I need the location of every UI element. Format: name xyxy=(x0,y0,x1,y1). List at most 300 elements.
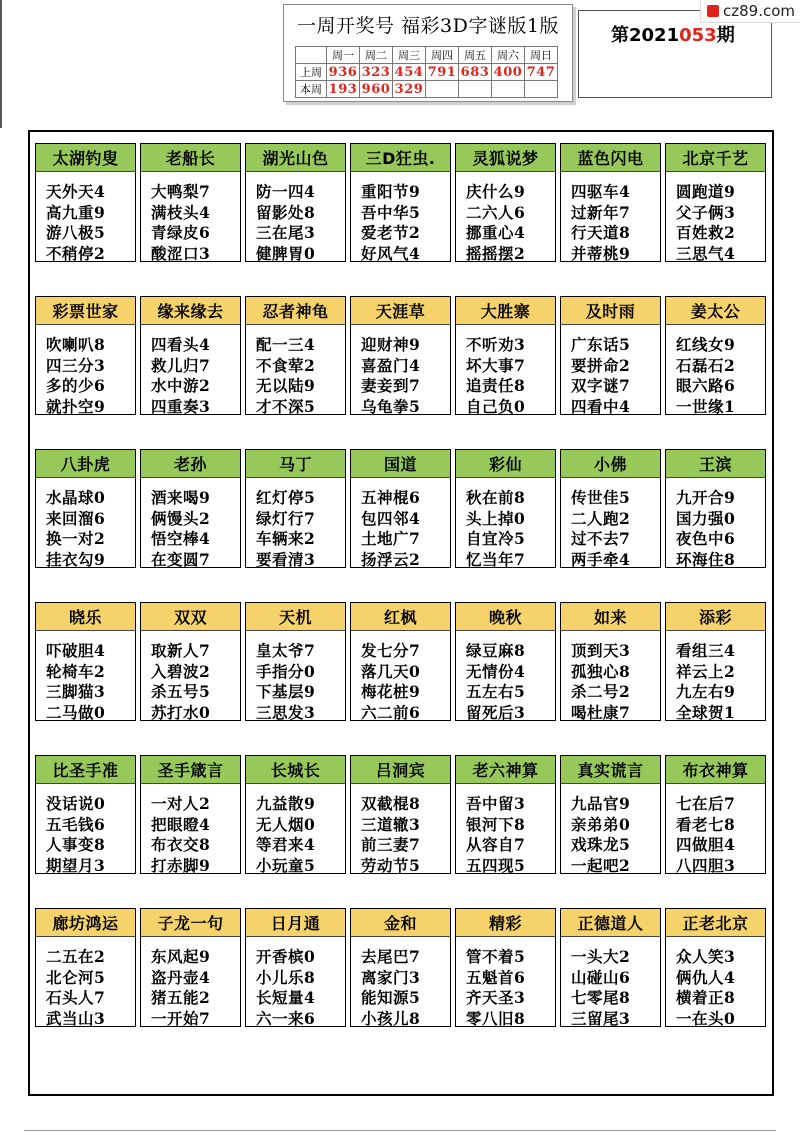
card-riddle-list xyxy=(561,631,660,723)
riddle-line: 三思发3 xyxy=(256,702,316,722)
draw-number xyxy=(426,81,459,98)
card-riddle-list xyxy=(36,937,135,1029)
riddle-line: 就扑空9 xyxy=(46,396,106,416)
riddle-card xyxy=(350,602,451,721)
riddle-line: 劳动节5 xyxy=(361,855,421,875)
riddle-line: 挪重心4 xyxy=(466,223,526,242)
day-header-row xyxy=(296,47,558,64)
period-prefix: 第2021 xyxy=(611,25,680,46)
card-author-title: 小佛 xyxy=(561,450,660,478)
riddle-line: 从容自7 xyxy=(466,835,526,854)
riddle-line: 乌龟拳5 xyxy=(361,396,421,416)
riddle-line: 留死后3 xyxy=(466,702,526,722)
card-riddle-list xyxy=(36,172,135,264)
card-author-title: 马丁 xyxy=(246,450,345,478)
day-header: 周一 xyxy=(327,47,360,64)
riddle-card xyxy=(560,908,661,1027)
riddle-line: 小孩儿8 xyxy=(361,1008,421,1028)
riddle-line: 开香槟0 xyxy=(256,947,316,966)
riddle-line: 三脚猫3 xyxy=(46,682,106,701)
card-author-title: 精彩 xyxy=(456,909,555,937)
card-riddle-list xyxy=(141,784,240,876)
riddle-line: 满枝头4 xyxy=(151,202,211,222)
card-riddle-list xyxy=(456,937,555,1029)
riddle-line: 轮椅车2 xyxy=(46,661,106,681)
period-suffix: 期 xyxy=(716,25,735,46)
card-author-title: 湖光山色 xyxy=(246,144,345,172)
riddle-line: 并蒂桃9 xyxy=(571,243,631,263)
riddle-line: 重阳节9 xyxy=(361,182,421,201)
riddle-line: 包四邻4 xyxy=(361,508,421,528)
riddle-line: 三道辙3 xyxy=(361,814,421,834)
riddle-card xyxy=(35,449,136,568)
card-author-title: 晚秋 xyxy=(456,603,555,631)
site-logo-icon xyxy=(707,5,719,17)
card-riddle-list xyxy=(666,631,765,723)
riddle-card xyxy=(665,602,766,721)
period-panel xyxy=(578,10,772,98)
riddle-line: 四做胆4 xyxy=(676,835,736,854)
riddle-line: 五左右5 xyxy=(466,682,526,701)
riddle-line: 父子俩3 xyxy=(676,202,736,222)
day-header: 周日 xyxy=(525,47,558,64)
card-riddle-list xyxy=(246,325,345,417)
riddle-line: 红灯停5 xyxy=(256,488,316,507)
riddle-card xyxy=(140,296,241,415)
card-riddle-list xyxy=(246,631,345,723)
riddle-line: 救儿归7 xyxy=(151,355,211,375)
riddle-line: 武当山3 xyxy=(46,1008,106,1028)
riddle-card xyxy=(665,908,766,1027)
this-week-row xyxy=(296,81,558,98)
riddle-card xyxy=(140,908,241,1027)
riddle-line: 小玩童5 xyxy=(256,855,316,875)
riddle-line: 要拼命2 xyxy=(571,355,631,375)
card-author-title: 添彩 xyxy=(666,603,765,631)
riddle-line: 自己负0 xyxy=(466,396,526,416)
draw-number: 791 xyxy=(426,64,459,81)
riddle-line: 等君来4 xyxy=(256,835,316,854)
riddle-line: 才不深5 xyxy=(256,396,316,416)
card-author-title: 彩票世家 xyxy=(36,297,135,325)
riddle-line: 一世缘1 xyxy=(676,396,736,416)
riddle-line: 能知源5 xyxy=(361,988,421,1007)
riddle-line: 长短量4 xyxy=(256,988,316,1007)
card-author-title: 及时雨 xyxy=(561,297,660,325)
card-author-title: 缘来缘去 xyxy=(141,297,240,325)
riddle-line: 留影处8 xyxy=(256,202,316,222)
riddle-line: 眼六路6 xyxy=(676,376,736,395)
riddle-line: 在变圆7 xyxy=(151,549,211,569)
riddle-line: 酸涩口3 xyxy=(151,243,211,263)
riddle-line: 双截棍8 xyxy=(361,794,421,813)
riddle-card xyxy=(245,602,346,721)
card-author-title: 老孙 xyxy=(141,450,240,478)
day-header: 周二 xyxy=(360,47,393,64)
card-author-title: 晓乐 xyxy=(36,603,135,631)
riddle-line: 广东话5 xyxy=(571,335,631,354)
riddle-line: 离家门3 xyxy=(361,967,421,987)
riddle-card xyxy=(560,602,661,721)
riddle-line: 挂衣勾9 xyxy=(46,549,106,569)
riddle-line: 打赤脚9 xyxy=(151,855,211,875)
riddle-line: 没话说0 xyxy=(46,794,106,813)
riddle-line: 祥云上2 xyxy=(676,661,736,681)
riddle-line: 土地广7 xyxy=(361,529,421,548)
riddle-card xyxy=(455,908,556,1027)
riddle-card xyxy=(665,143,766,262)
riddle-line: 石头人7 xyxy=(46,988,106,1007)
riddle-line: 二六人6 xyxy=(466,202,526,222)
riddle-line: 夜色中6 xyxy=(676,529,736,548)
riddle-line: 皇太爷7 xyxy=(256,641,316,660)
riddle-line: 四看中4 xyxy=(571,396,631,416)
weekly-results-panel xyxy=(283,4,573,102)
riddle-line: 下基层9 xyxy=(256,682,316,701)
card-riddle-list xyxy=(141,325,240,417)
riddle-card xyxy=(350,908,451,1027)
riddle-line: 水晶球0 xyxy=(46,488,106,507)
riddle-line: 吾中留3 xyxy=(466,794,526,813)
riddle-line: 秋在前8 xyxy=(466,488,526,507)
card-author-title: 天涯草 xyxy=(351,297,450,325)
card-riddle-list xyxy=(456,478,555,570)
day-header: 周四 xyxy=(426,47,459,64)
riddle-line: 妻妾到7 xyxy=(361,376,421,395)
card-riddle-list xyxy=(666,784,765,876)
riddle-line: 猪五能2 xyxy=(151,988,211,1007)
card-riddle-list xyxy=(456,631,555,723)
card-riddle-list xyxy=(561,784,660,876)
riddle-line: 九开合9 xyxy=(676,488,736,507)
riddle-line: 入碧波2 xyxy=(151,661,211,681)
riddle-line: 亲弟弟0 xyxy=(571,814,631,834)
riddle-line: 换一对2 xyxy=(46,529,106,548)
card-riddle-list xyxy=(666,478,765,570)
draw-number xyxy=(459,81,492,98)
riddle-line: 全球贺1 xyxy=(676,702,736,722)
bottom-divider xyxy=(24,1130,776,1131)
riddle-card xyxy=(35,602,136,721)
riddle-line: 吹喇叭8 xyxy=(46,335,106,354)
riddle-line: 六一来6 xyxy=(256,1008,316,1028)
card-author-title: 廊坊鸿运 xyxy=(36,909,135,937)
riddle-line: 摇摇摆2 xyxy=(466,243,526,263)
riddle-line: 车辆来2 xyxy=(256,529,316,548)
riddle-line: 绿灯行7 xyxy=(256,508,316,528)
card-author-title: 吕洞宾 xyxy=(351,756,450,784)
riddle-line: 七在后7 xyxy=(676,794,736,813)
riddle-card xyxy=(245,908,346,1027)
riddle-line: 六二前6 xyxy=(361,702,421,722)
riddle-line: 一在头0 xyxy=(676,1008,736,1028)
riddle-line: 天外天4 xyxy=(46,182,106,201)
riddle-line: 一对人2 xyxy=(151,794,211,813)
riddle-line: 九品官9 xyxy=(571,794,631,813)
card-author-title: 忍者神龟 xyxy=(246,297,345,325)
riddle-line: 手指分0 xyxy=(256,661,316,681)
card-riddle-list xyxy=(246,478,345,570)
card-riddle-list xyxy=(246,172,345,264)
riddle-card xyxy=(455,296,556,415)
card-author-title: 正德道人 xyxy=(561,909,660,937)
riddle-line: 落几天0 xyxy=(361,661,421,681)
page-title: 一周开奖号 福彩3D字谜版1版 xyxy=(297,15,559,37)
riddle-line: 把眼瞪4 xyxy=(151,814,211,834)
riddle-line: 齐天圣3 xyxy=(466,988,526,1007)
riddle-line: 九左右9 xyxy=(676,682,736,701)
card-riddle-list xyxy=(351,784,450,876)
draw-number: 454 xyxy=(393,64,426,81)
riddle-card xyxy=(35,296,136,415)
riddle-line: 小儿乐8 xyxy=(256,967,316,987)
draw-number: 683 xyxy=(459,64,492,81)
riddle-line: 追责任8 xyxy=(466,376,526,395)
card-riddle-list xyxy=(351,172,450,264)
riddle-line: 横着正8 xyxy=(676,988,736,1007)
card-author-title: 蓝色闪电 xyxy=(561,144,660,172)
riddle-line: 悟空棒4 xyxy=(151,529,211,548)
riddle-card xyxy=(350,143,451,262)
riddle-card xyxy=(665,449,766,568)
card-author-title: 太湖钓叟 xyxy=(36,144,135,172)
card-author-title: 双双 xyxy=(141,603,240,631)
card-author-title: 天机 xyxy=(246,603,345,631)
riddle-line: 迎财神9 xyxy=(361,335,421,354)
riddle-line: 石磊石2 xyxy=(676,355,736,375)
day-header: 周六 xyxy=(492,47,525,64)
riddle-line: 坏大事7 xyxy=(466,355,526,375)
card-riddle-list xyxy=(36,478,135,570)
card-riddle-list xyxy=(246,937,345,1029)
riddle-line: 两手牵4 xyxy=(571,549,631,569)
riddle-line: 爱老节2 xyxy=(361,223,421,242)
draw-number xyxy=(492,81,525,98)
card-author-title: 长城长 xyxy=(246,756,345,784)
riddle-line: 红线女9 xyxy=(676,335,736,354)
riddle-line: 期望月3 xyxy=(46,855,106,875)
riddle-card xyxy=(245,143,346,262)
riddle-line: 杀五号5 xyxy=(151,682,211,701)
riddle-line: 二马做0 xyxy=(46,702,106,722)
riddle-line: 四看头4 xyxy=(151,335,211,354)
riddle-line: 八四胆3 xyxy=(676,855,736,875)
last-week-row xyxy=(296,64,558,81)
riddle-line: 庆什么9 xyxy=(466,182,526,201)
day-header: 周五 xyxy=(459,47,492,64)
riddle-card xyxy=(560,755,661,874)
draw-number: 960 xyxy=(360,81,393,98)
riddle-card xyxy=(350,296,451,415)
riddle-line: 健脾胃0 xyxy=(256,243,316,263)
riddle-card xyxy=(455,143,556,262)
card-author-title: 比圣手准 xyxy=(36,756,135,784)
draw-number: 193 xyxy=(327,81,360,98)
riddle-line: 梅花桩9 xyxy=(361,682,421,701)
riddle-line: 无人烟0 xyxy=(256,814,316,834)
riddle-line: 俩仇人4 xyxy=(676,967,736,987)
card-author-title: 红枫 xyxy=(351,603,450,631)
riddle-line: 管不着5 xyxy=(466,947,526,966)
riddle-line: 五毛钱6 xyxy=(46,814,106,834)
riddle-line: 自宜冷5 xyxy=(466,529,526,548)
riddle-line: 双字谜7 xyxy=(571,376,631,395)
card-author-title: 三D狂虫. xyxy=(351,144,450,172)
riddle-card xyxy=(560,143,661,262)
riddle-line: 盗丹壶4 xyxy=(151,967,211,987)
card-riddle-list xyxy=(561,325,660,417)
riddle-card xyxy=(35,143,136,262)
riddle-line: 无情份4 xyxy=(466,661,526,681)
riddle-line: 九益散9 xyxy=(256,794,316,813)
riddle-card xyxy=(560,449,661,568)
riddle-line: 环海住8 xyxy=(676,549,736,569)
row-label: 本周 xyxy=(296,81,327,98)
card-riddle-list xyxy=(666,325,765,417)
riddle-line: 孤独心8 xyxy=(571,661,631,681)
riddle-card xyxy=(35,908,136,1027)
watermark-text: cz89.com xyxy=(722,2,795,20)
riddle-line: 圆跑道9 xyxy=(676,182,736,201)
site-watermark xyxy=(700,0,800,23)
period-number xyxy=(611,21,735,47)
riddle-line: 俩馒头2 xyxy=(151,508,211,528)
riddle-card xyxy=(455,602,556,721)
card-author-title: 姜太公 xyxy=(666,297,765,325)
riddle-line: 过不去7 xyxy=(571,529,631,548)
card-author-title: 老六神算 xyxy=(456,756,555,784)
riddle-line: 东风起9 xyxy=(151,947,211,966)
riddle-line: 零八旧8 xyxy=(466,1008,526,1028)
card-riddle-list xyxy=(351,631,450,723)
riddle-card xyxy=(560,296,661,415)
riddle-line: 一起吧2 xyxy=(571,855,631,875)
riddle-line: 银河下8 xyxy=(466,814,526,834)
riddle-line: 一开始7 xyxy=(151,1008,211,1028)
draw-number: 329 xyxy=(393,81,426,98)
card-riddle-list xyxy=(666,172,765,264)
riddle-line: 七零尾8 xyxy=(571,988,631,1007)
riddle-line: 青绿皮6 xyxy=(151,223,211,242)
table-corner xyxy=(296,47,327,64)
card-author-title: 灵狐说梦 xyxy=(456,144,555,172)
riddle-card xyxy=(140,755,241,874)
card-riddle-list xyxy=(561,937,660,1029)
riddle-card xyxy=(245,449,346,568)
riddle-line: 一头大2 xyxy=(571,947,631,966)
card-author-title: 彩仙 xyxy=(456,450,555,478)
card-riddle-list xyxy=(141,478,240,570)
weekly-draw-table xyxy=(295,46,558,98)
draw-number: 747 xyxy=(525,64,558,81)
riddle-card xyxy=(140,449,241,568)
riddle-line: 要看清3 xyxy=(256,549,316,569)
draw-number xyxy=(525,81,558,98)
riddle-line: 杀二号2 xyxy=(571,682,631,701)
riddle-line: 喜盈门4 xyxy=(361,355,421,375)
card-author-title: 王滨 xyxy=(666,450,765,478)
card-author-title: 子龙一句 xyxy=(141,909,240,937)
card-riddle-list xyxy=(141,631,240,723)
card-riddle-list xyxy=(141,172,240,264)
card-riddle-list xyxy=(456,325,555,417)
riddle-line: 四重奏3 xyxy=(151,396,211,416)
riddle-line: 绿豆麻8 xyxy=(466,641,526,660)
card-riddle-list xyxy=(351,325,450,417)
riddle-line: 四驱车4 xyxy=(571,182,631,201)
card-author-title: 大胜寨 xyxy=(456,297,555,325)
card-riddle-list xyxy=(351,937,450,1029)
riddle-line: 无以陆9 xyxy=(256,376,316,395)
riddle-line: 不稍停2 xyxy=(46,243,106,263)
card-riddle-list xyxy=(561,478,660,570)
card-author-title: 八卦虎 xyxy=(36,450,135,478)
riddle-line: 防一四4 xyxy=(256,182,316,201)
riddle-line: 三留尾3 xyxy=(571,1008,631,1028)
riddle-card xyxy=(35,755,136,874)
riddle-line: 五四现5 xyxy=(466,855,526,875)
riddle-card xyxy=(245,755,346,874)
riddle-line: 不食荤2 xyxy=(256,355,316,375)
riddle-line: 国力强0 xyxy=(676,508,736,528)
card-author-title: 国道 xyxy=(351,450,450,478)
riddle-line: 二五在2 xyxy=(46,947,106,966)
riddle-line: 吓破胆4 xyxy=(46,641,106,660)
riddle-line: 好风气4 xyxy=(361,243,421,263)
riddle-line: 看组三4 xyxy=(676,641,736,660)
card-author-title: 如来 xyxy=(561,603,660,631)
riddle-line: 众人笑3 xyxy=(676,947,736,966)
card-riddle-list xyxy=(351,478,450,570)
riddle-line: 看老七8 xyxy=(676,814,736,834)
day-header: 周三 xyxy=(393,47,426,64)
left-margin-rule xyxy=(0,0,2,128)
riddle-line: 三在尾3 xyxy=(256,223,316,242)
riddle-line: 人事变8 xyxy=(46,835,106,854)
riddle-line: 游八极5 xyxy=(46,223,106,242)
card-author-title: 正老北京 xyxy=(666,909,765,937)
riddle-line: 山碰山6 xyxy=(571,967,631,987)
riddle-line: 五神棍6 xyxy=(361,488,421,507)
card-riddle-list xyxy=(36,784,135,876)
card-author-title: 真实谎言 xyxy=(561,756,660,784)
card-riddle-list xyxy=(561,172,660,264)
riddle-line: 五魁首6 xyxy=(466,967,526,987)
row-label: 上周 xyxy=(296,64,327,81)
riddle-line: 喝杜康7 xyxy=(571,702,631,722)
card-author-title: 老船长 xyxy=(141,144,240,172)
riddle-line: 酒来喝9 xyxy=(151,488,211,507)
riddle-line: 多的少6 xyxy=(46,376,106,395)
riddle-card xyxy=(455,755,556,874)
riddle-card xyxy=(350,755,451,874)
draw-number: 323 xyxy=(360,64,393,81)
card-author-title: 布衣神算 xyxy=(666,756,765,784)
riddle-line: 戏珠龙5 xyxy=(571,835,631,854)
riddle-line: 高九重9 xyxy=(46,202,106,222)
riddle-line: 布衣交8 xyxy=(151,835,211,854)
riddle-line: 扬浮云2 xyxy=(361,549,421,569)
riddle-card xyxy=(140,602,241,721)
riddle-card xyxy=(665,755,766,874)
riddle-line: 四三分3 xyxy=(46,355,106,375)
draw-number: 936 xyxy=(327,64,360,81)
card-riddle-list xyxy=(666,937,765,1029)
card-author-title: 日月通 xyxy=(246,909,345,937)
card-riddle-list xyxy=(36,325,135,417)
card-riddle-list xyxy=(141,937,240,1029)
draw-number: 400 xyxy=(492,64,525,81)
